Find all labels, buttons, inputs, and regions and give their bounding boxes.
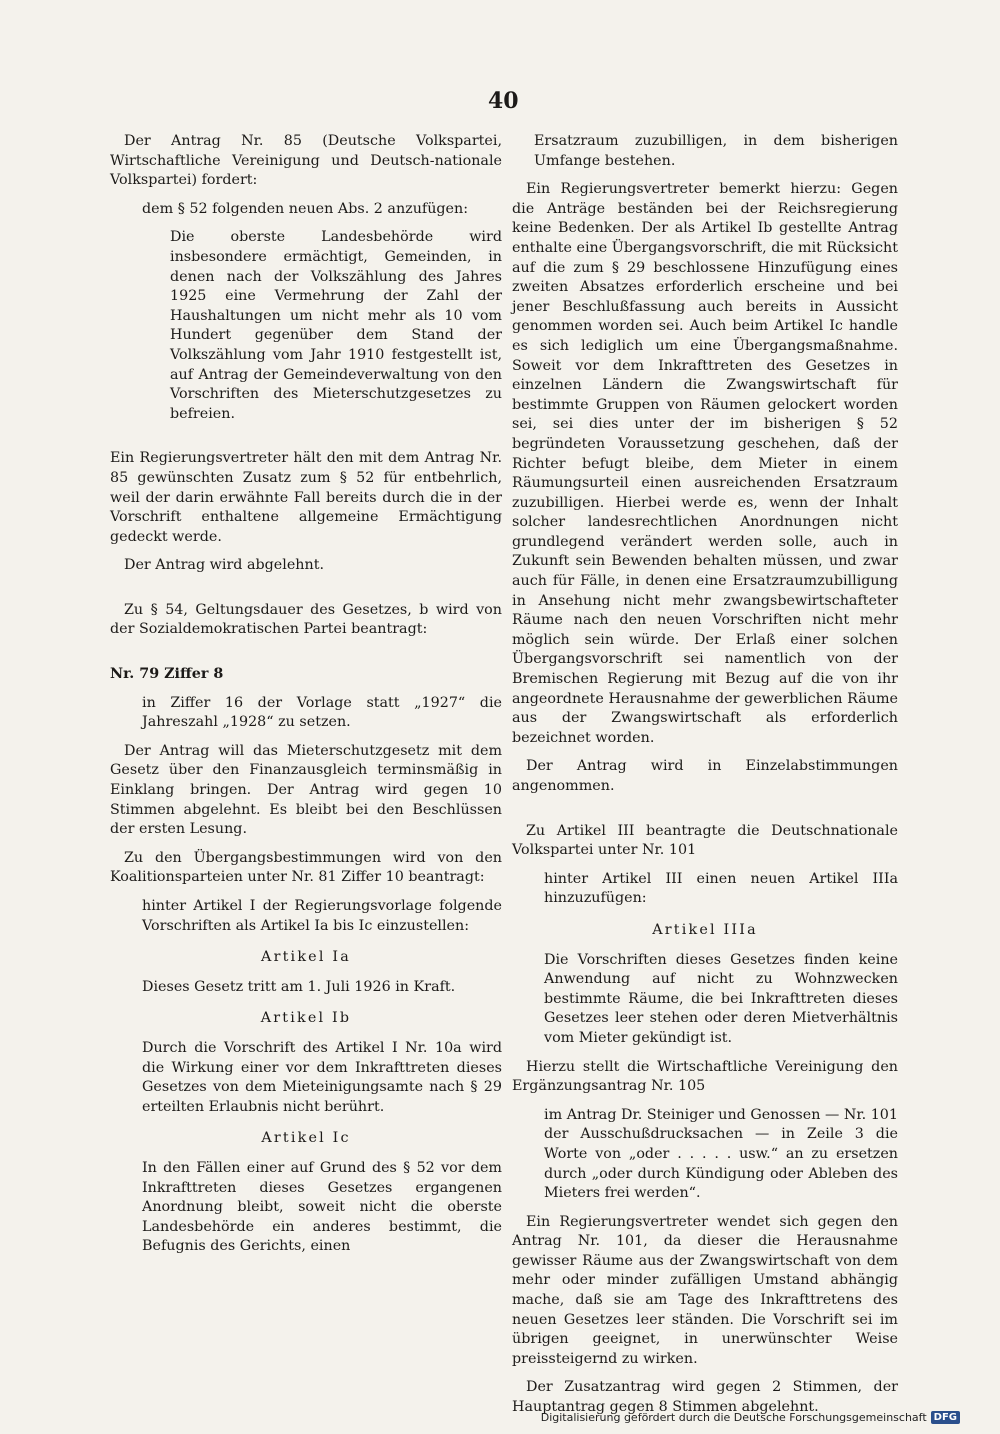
paragraph: Ein Regierungsvertreter wendet sich gegen den Antrag Nr. 101, da dieser die Herausnahme gewisser Räume aus der Zwangswirtschaft von dem mehr oder minder zufälligen Umstand abhängig mache, daß sie am Tage des Inkrafttretens des neuen Gesetzes leer ständen. Die Vorschrift sei im übrigen geeignet, in unerwünschter Weise preissteigernd zu wirken. <box>512 1213 898 1367</box>
footer-text: Digitalisierung gefördert durch die Deutsche Forschungsgemeinschaft <box>540 1411 927 1424</box>
paragraph: dem § 52 folgenden neuen Abs. 2 anzufügen: <box>142 200 469 217</box>
article-heading: Artikel Ia <box>261 949 351 966</box>
paragraph: Der Antrag Nr. 85 (Deutsche Volkspartei, Wirtschaftliche Vereinigung und Deutsch-nationale Volkspartei) fordert: <box>110 133 502 189</box>
paragraph: Zu § 54, Geltungsdauer des Gesetzes, b wird von der Sozialdemokratischen Partei beantragt: <box>110 601 502 638</box>
paragraph: im Antrag Dr. Steiniger und Genossen — Nr. 101 der Ausschußdrucksachen — in Zeile 3 die Worte von „oder . . . . . usw.“ an zu ersetzen durch „oder durch Kündigung oder Ableben des Mieters frei werden“. <box>544 1106 898 1202</box>
paragraph: Zu Artikel III beantragte die Deutschnationale Volkspartei unter Nr. 101 <box>512 822 898 859</box>
page-number: 40 <box>488 88 519 114</box>
motion-number: Nr. 79 Ziffer 8 <box>110 666 224 683</box>
paragraph: hinter Artikel I der Regierungsvorlage folgende Vorschriften als Artikel Ia bis Ic einzustellen: <box>142 898 502 934</box>
paragraph: Der Antrag wird abgelehnt. <box>124 557 325 574</box>
dfg-logo-icon: DFG <box>931 1411 960 1424</box>
paragraph: hinter Artikel III einen neuen Artikel IIIa hinzuzufügen: <box>544 870 898 907</box>
paragraph: Ein Regierungsvertreter hält den mit dem Antrag Nr. 85 gewünschten Zusatz zum § 52 für entbehrlich, weil der darin erwähnte Fall bereits durch die in der Vorschrift enthaltene allgemeine Ermächtigung gedeckt werde. <box>110 450 502 545</box>
left-column <box>110 132 502 1266</box>
article-heading: Artikel Ib <box>260 1010 352 1027</box>
paragraph: In den Fällen einer auf Grund des § 52 vor dem Inkrafttreten dieses Gesetzes ergangenen Anordnung bleibt, soweit nicht die oberste Landesbehörde ein anderes bestimmt, die Befugnis des Gerichts, einen <box>142 1159 502 1255</box>
quoted-provision: Die oberste Landesbehörde wird insbesondere ermächtigt, Gemeinden, in denen nach der Volkszählung des Jahres 1925 eine Vermehrung der Zahl der Haushaltungen um nicht mehr als 10 vom Hundert gegenüber dem Stand der Volkszählung vom Jahr 1910 festgestellt ist, auf Antrag der Gemeindeverwaltung von den Vorschriften des Mieterschutzgesetzes zu befreien. <box>170 229 502 422</box>
paragraph: Der Antrag wird in Einzelabstimmungen angenommen. <box>512 758 898 794</box>
paragraph: Durch die Vorschrift des Artikel I Nr. 10a wird die Wirkung einer vor dem Inkrafttreten dieses Gesetzes von dem Mieteinigungsamte nach § 29 erteilten Erlaubnis nicht berührt. <box>142 1039 502 1115</box>
paragraph: Ein Regierungsvertreter bemerkt hierzu: Gegen die Anträge beständen bei der Reichsregierung keine Bedenken. Der als Artikel Ib gestellte Antrag enthalte eine Übergangsvorschrift, die mit Rücksicht auf die zum § 29 beschlossene Hinzufügung eines zweiten Absatzes erforderlich erscheine und bei jener Beschlußfassung auch bereits in Aussicht genommen worden sei. Auch beim Artikel Ic handle es sich lediglich um eine Übergangsmaßnahme. Soweit vor dem Inkrafttreten des Gesetzes in einzelnen Ländern die Zwangswirtschaft für bestimmte Gruppen von Räumen gelockert worden sei, sei dies unter der im bisherigen § 52 begründeten Voraussetzung geschehen, daß der Richter befugt bleibe, dem Mieter in einem Räumungsurteil einen ausreichenden Ersatzraum zuzubilligen. Hierbei werde es, wenn der Inhalt solcher landesrechtlichen Anordnungen nicht grundlegend verändert werden solle, auch in Zukunft sein Bewenden behalten müssen, und zwar auch für Fälle, in denen eine Ersatzraumzubilligung in Ansehung nicht mehr zwangsbewirtschafteter Räume nach den neuen Vorschriften nicht mehr möglich sein würde. Der Erlaß einer solchen Übergangsvorschrift sei namentlich von der Bremischen Regierung mit Bezug auf die von ihr angeordnete Herausnahme der gewerblichen Räume aus der Zwangswirtschaft als erforderlich bezeichnet worden. <box>512 181 898 746</box>
paragraph: Dieses Gesetz tritt am 1. Juli 1926 in Kraft. <box>142 978 456 995</box>
quoted-provision: Die Vorschriften dieses Gesetzes finden keine Anwendung auf nicht zu Wohnzwecken bestimmte Räume, die bei Inkrafttreten dieses Gesetzes leer stehen oder deren Mietverhältnis vom Mieter gekündigt ist. <box>544 951 898 1046</box>
paragraph: in Ziffer 16 der Vorlage statt „1927“ die Jahreszahl „1928“ zu setzen. <box>142 694 502 731</box>
digitization-footer <box>541 1411 960 1424</box>
right-column <box>512 132 898 1427</box>
paragraph: Der Antrag will das Mieterschutzgesetz mit dem Gesetz über den Finanzausgleich terminsmäßig in Einklang bringen. Der Antrag wird gegen 10 Stimmen abgelehnt. Es bleibt bei den Beschlüssen der ersten Lesung. <box>110 742 502 838</box>
paragraph: Hierzu stellt die Wirtschaftliche Vereinigung den Ergänzungsantrag Nr. 105 <box>512 1058 898 1095</box>
paragraph: Der Zusatzantrag wird gegen 2 Stimmen, der Hauptantrag gegen 8 Stimmen abgelehnt. <box>512 1379 898 1416</box>
article-heading: Artikel IIIa <box>652 921 758 938</box>
article-heading: Artikel Ic <box>261 1130 351 1147</box>
paragraph: Ersatzraum zuzubilligen, in dem bisherigen Umfange bestehen. <box>534 133 898 169</box>
paragraph: Zu den Übergangsbestimmungen wird von den Koalitionsparteien unter Nr. 81 Ziffer 10 beantragt: <box>110 849 502 886</box>
